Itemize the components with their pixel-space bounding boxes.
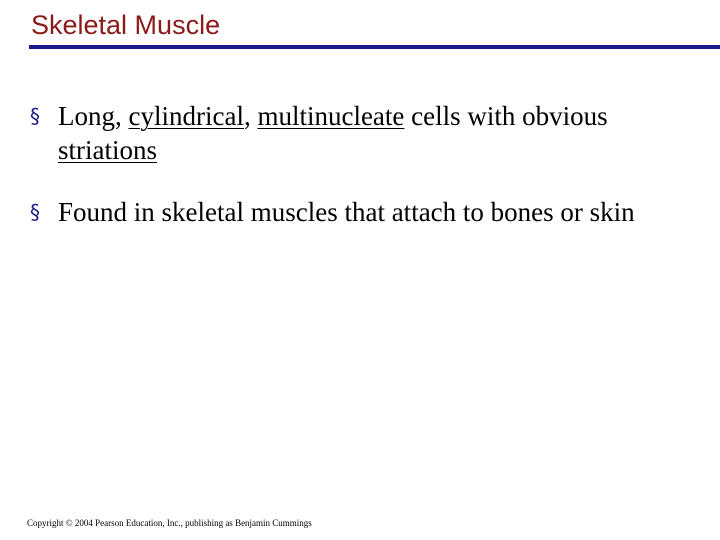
bullet-text-segment: , xyxy=(243,101,258,131)
square-bullet-icon: § xyxy=(30,104,40,128)
square-bullet-icon: § xyxy=(30,200,40,224)
bullet-item xyxy=(30,99,690,167)
bullet-text xyxy=(58,99,690,167)
copyright-notice: Copyright © 2004 Pearson Education, Inc., publishing as Benjamin Cummings xyxy=(27,518,312,528)
slide-title: Skeletal Muscle xyxy=(31,10,221,40)
bullet-text-segment: cells with obvious xyxy=(404,101,608,131)
title-divider xyxy=(29,45,720,49)
bullet-text: Found in skeletal muscles that attach to bones or skin xyxy=(58,197,635,227)
underlined-term-cylindrical: cylindrical xyxy=(128,101,244,131)
bullet-text-segment: Long, xyxy=(58,101,129,131)
underlined-term-multinucleate: multinucleate xyxy=(257,101,405,131)
bullet-item xyxy=(30,195,690,229)
underlined-term-striations: striations xyxy=(58,135,157,165)
